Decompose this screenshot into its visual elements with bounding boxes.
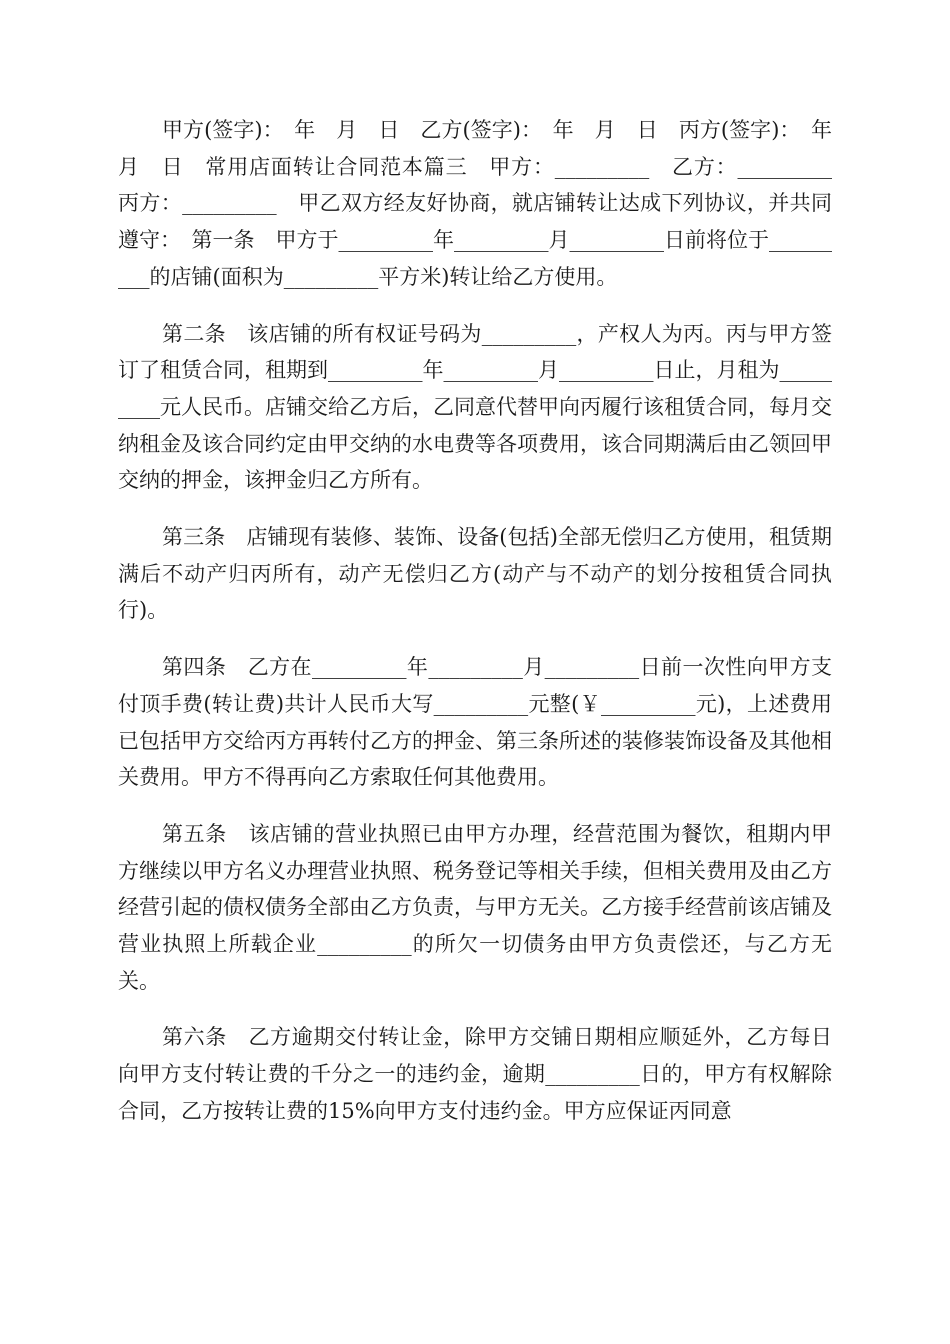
paragraph-signatures-and-article-1: 甲方(签字)： 年 月 日 乙方(签字)： 年 月 日 丙方(签字)： 年 月 日 常用店面转让合同范本篇三 甲方：_________ 乙方：_________ 丙方：_________ 甲乙双方经友好协商，就店铺转让达成下列协议，并共同遵守： 第一条 甲方于_________年_________月_________日前将位于_________的店铺(面积为_________平方米)转让给乙方使用。: [118, 118, 853, 289]
document-body: [118, 112, 853, 1150]
paragraph-article-2: 第二条 该店铺的所有权证号码为_________，产权人为丙。丙与甲方签订了租赁合同，租期到_________年_________月_________日止，月租为_________元人民币。店铺交给乙方后，乙同意代替甲向丙履行该租赁合同，每月交纳租金及该合同约定由甲交纳的水电费等各项费用，该合同期满后由乙领回甲交纳的押金，该押金归乙方所有。: [118, 321, 832, 493]
paragraph-article-3: 第三条 店铺现有装修、装饰、设备(包括)全部无偿归乙方使用，租赁期满后不动产归丙所有，动产无偿归乙方(动产与不动产的划分按租赁合同执行)。: [118, 525, 832, 623]
paragraph-article-6: 第六条 乙方逾期交付转让金，除甲方交铺日期相应顺延外，乙方每日向甲方支付转让费的千分之一的违约金，逾期_________日的，甲方有权解除合同，乙方按转让费的15%向甲方支付违约金。甲方应保证丙同意: [118, 1025, 832, 1123]
paragraph-article-4: 第四条 乙方在_________年_________月_________日前一次性向甲方支付顶手费(转让费)共计人民币大写_________元整(￥_________元)，上述费用已包括甲方交给丙方再转付乙方的押金、第三条所述的装修装饰设备及其他相关费用。甲方不得再向乙方索取任何其他费用。: [118, 655, 832, 790]
paragraph-article-5: 第五条 该店铺的营业执照已由甲方办理，经营范围为餐饮，租期内甲方继续以甲方名义办理营业执照、税务登记等相关手续，但相关费用及由乙方经营引起的债权债务全部由乙方负责，与甲方无关。乙方接手经营前该店铺及营业执照上所载企业_________的所欠一切债务由甲方负责偿还，与乙方无关。: [118, 821, 832, 993]
